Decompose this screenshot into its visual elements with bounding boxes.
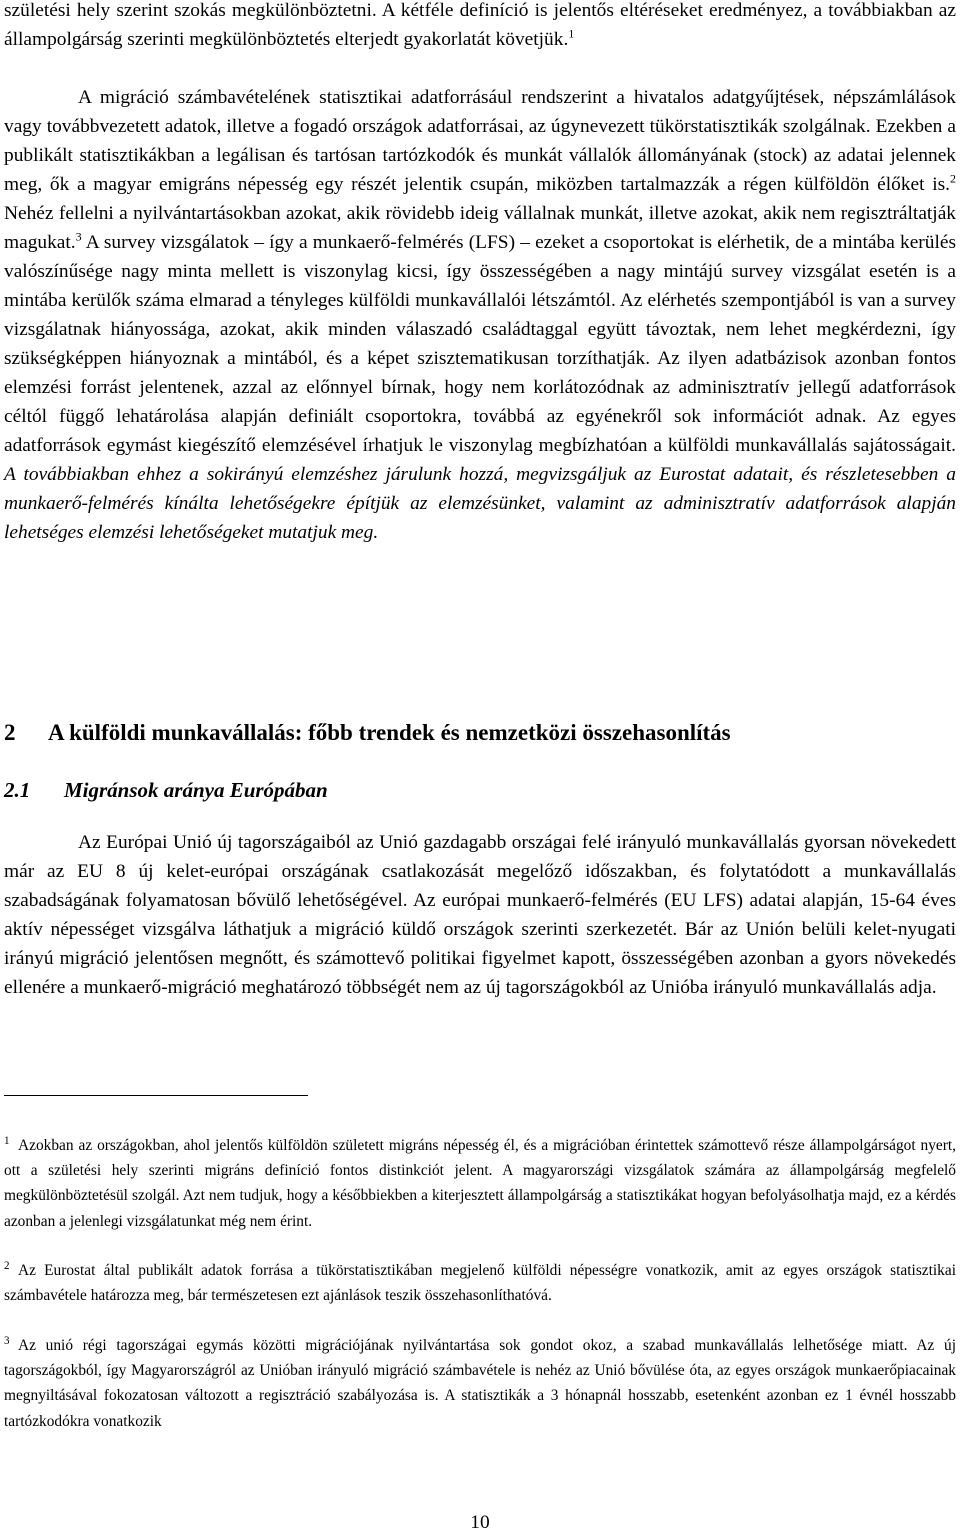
subsection-title: Migránsok aránya Európában	[64, 778, 328, 802]
footnote-ref-2[interactable]: 2	[949, 171, 956, 186]
footnote-separator	[4, 1095, 308, 1096]
footnote-number: 1	[4, 1134, 10, 1147]
footnote-3	[4, 1333, 956, 1434]
footnote-ref-1[interactable]: 1	[568, 26, 575, 41]
paragraph-text: Az Európai Unió új tagországaiból az Unió gazdagabb országai felé irányuló munkavállalás gyorsan növekedett már az EU 8 új kelet-európai országának csatlakozását megelőző időszakban, és folytatódott a munkavállalás szabadságának folyamatosan bővülő lehetőségével. Az európai munkaerő-felmérés (EU LFS) adatai alapján, 15-64 éves aktív népességet vizsgálva láthatjuk a migráció küldő országok szerinti szerkezetét. Bár az Unión belüli kelet-nyugati irányú migráció jelentősen megnőtt, és számottevő politikai figyelmet kapott, összességében azonban a gyors növekedés ellenére a munkaerő-migráció meghatározó többségét nem az új tagországokból az Unióba irányuló munkavállalás adja.	[4, 832, 956, 998]
footnote-ref-3[interactable]: 3	[75, 229, 82, 244]
subsection-heading	[4, 774, 956, 806]
footnote-text: Az unió régi tagországai egymás közötti migrációjának nyilvántartása sok gondot okoz, a szabad munkavállalás lelhetősége miatt. Az új tagországokból, így Magyarországról az Unióban irányuló migráció számbavétele is nehéz az Unió bővülése óta, az egyes országok munkaerőpiacainak megnyiltásával fokozatosan változott a regisztráció szabályozása is. A statisztikák a 3 hónapnál hosszabb, esetenként azonban ez 1 évnél hosszabb tartózkodókra vonatkozik	[4, 1337, 956, 1430]
paragraph-text: születési hely szerint szokás megkülönböztetni. A kétféle definíció is jelentős eltéréseket eredményez, a továbbiakban az állampolgárság szerinti megkülönböztetés elterjedt gyakorlatát követjük.	[4, 0, 956, 50]
footnote-text: Azokban az országokban, ahol jelentős külföldön született migráns népesség él, és a migrációban érintettek számottevő része állampolgárságot nyert, ott a születési hely szerinti migráns definíció fontos distinkciót jelent. A magyarországi vizsgálatok számára az állampolgárság megfelelő megkülönböztetésül szolgál. Azt nem tudjuk, hogy a későbbiekben a kiterjesztett állampolgárság a statisztikákat hogyan befolyásolhatja majd, ez a kérdés azonban a jelenlegi vizsgálatunkat még nem érint.	[4, 1137, 956, 1230]
section-heading	[4, 716, 956, 750]
paragraph-migration-europe	[4, 828, 956, 1002]
footnote-text: Az Eurostat által publikált adatok forrása a tükörstatisztikában megjelenő külföldi népességre vonatkozik, amit az egyes országok statisztikai számbavétele határozza meg, bár természetesen ezt ajánlások teszik összehasonlíthatóvá.	[4, 1262, 956, 1305]
paragraph-text: Nehéz fellelni a nyilvántartásokban azokat, akik rövidebb ideig vállalnak munkát, illetve azokat, akik nem regisztráltatják magukat.	[4, 203, 956, 253]
paragraph-continued	[4, 0, 956, 54]
section-title: A külföldi munkavállalás: főbb trendek és nemzetközi összehasonlítás	[48, 720, 731, 745]
paragraph-data-sources	[4, 83, 956, 547]
subsection-number: 2.1	[4, 778, 31, 802]
paragraph-italic-text: A továbbiakban ehhez a sokirányú elemzéshez járulunk hozzá, megvizsgáljuk az Eurostat adatait, és részletesebben a munkaerő-felmérés kínálta lehetőségekre építjük az elemzésünket, valamint az adminisztratív adatforrások alapján lehetséges elemzési lehetőségeket mutatjuk meg.	[4, 464, 956, 543]
footnote-2	[4, 1258, 956, 1308]
paragraph-text: A survey vizsgálatok – így a munkaerő-felmérés (LFS) – ezeket a csoportokat is elérhetik, de a mintába kerülés valószínűsége nagy minta mellett is viszonylag kicsi, így összességében a nagy mintájú survey vizsgálat esetén is a mintába kerülők száma elmarad a tényleges külföldi munkavállalói létszámtól. Az elérhetés szempontjából is van a survey vizsgálatnak hiányossága, azokat, akik minden válaszadó családtaggal együtt távoztak, nem lehet megkérdezni, így szükségképpen hiányoznak a mintából, és a képet szisztematikusan torzíthatják. Az ilyen adatbázisok azonban fontos elemzési forrást jelentenek, azzal az előnnyel bírnak, hogy nem korlátozódnak az adminisztratív jellegű adatforrások céltól függő lehatárolása alapján definiált csoportokra, továbbá az egyénekről sok információt adnak. Az egyes adatforrások egymást kiegészítő elemzésével írhatjuk le viszonylag megbízhatóan a külföldi munkavállalás sajátosságait.	[4, 232, 957, 456]
page-number: 10	[470, 1512, 490, 1533]
section-number: 2	[4, 720, 16, 745]
footnote-number: 2	[4, 1259, 10, 1272]
paragraph-text: A migráció számbavételének statisztikai adatforrásául rendszerint a hivatalos adatgyűjtések, népszámlálások vagy továbbvezetett adatok, illetve a fogadó országok adatforrásai, az úgynevezett tükörstatisztikák szolgálnak. Ezekben a publikált statisztikákban a legálisan és tartósan tartózkodók és munkát vállalók állományának (stock) az adatai jelennek meg, ők a magyar emigráns népesség egy részét jelentik csupán, miközben tartalmazzák a régen külföldön élőket is.	[4, 87, 956, 195]
footnote-1	[4, 1133, 956, 1234]
footnote-number: 3	[4, 1334, 10, 1347]
